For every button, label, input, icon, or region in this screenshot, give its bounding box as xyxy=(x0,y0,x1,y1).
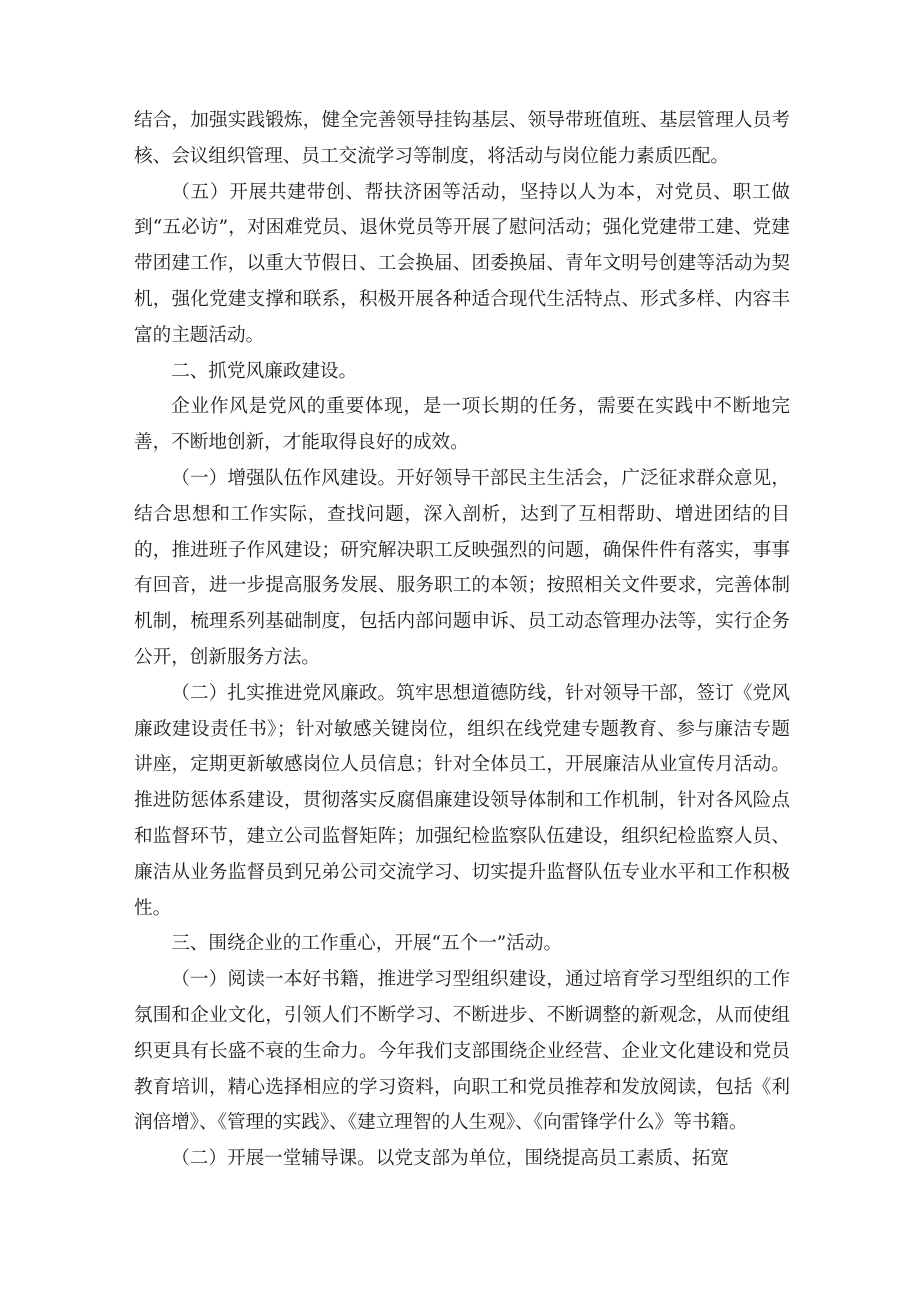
paragraph-item-1-reading: （一）阅读一本好书籍，推进学习型组织建设，通过培育学习型组织的工作氛围和企业文化，引领人们不断学习、不断进步、不断调整的新观念，从而使组织更具有长盛不衰的生命力。今年我们支部围绕企业经营、企业文化建设和党员教育培训，精心选择相应的学习资料，向职工和党员推荐和发放阅读，包括《利润倍增》、《管理的实践》、《建立理智的人生观》、《向雷锋学什么》等书籍。 xyxy=(134,969,790,1134)
paragraph-continuation: 结合，加强实践锻炼，健全完善领导挂钩基层、领导带班值班、基层管理人员考核、会议组织管理、员工交流学习等制度，将活动与岗位能力素质匹配。 xyxy=(134,110,790,167)
section-heading-2: 二、抓党风廉政建设。 xyxy=(171,360,358,382)
paragraph-item-5-co-building: （五）开展共建带创、帮扶济困等活动，坚持以人为本，对党员、职工做到“五必访”，对困难党员、退休党员等开展了慰问活动；强化党建带工建、党建带团建工作，以重大节假日、工会换届、团委换届、青年文明号创建等活动为契机，强化党建支撑和联系，积极开展各种适合现代生活特点、形式多样、内容丰富的主题活动。 xyxy=(134,181,790,346)
paragraph-intro-style: 企业作风是党风的重要体现，是一项长期的任务，需要在实践中不断地完善，不断地创新，才能取得良好的成效。 xyxy=(134,396,790,454)
paragraph-item-1-team-style: （一）增强队伍作风建设。开好领导干部民主生活会，广泛征求群众意见，结合思想和工作实际，查找问题，深入剖析，达到了互相帮助、增进团结的目的，推进班子作风建设；研究解决职工反映强烈的问题，确保件件有落实，事事有回音，进一步提高服务发展、服务职工的本领；按照相关文件要求，完善体制机制，梳理系列基础制度，包括内部问题申诉、员工动态管理办法等，实行企务公开，创新服务方法。 xyxy=(134,467,790,668)
paragraph-item-2-integrity: （二）扎实推进党风廉政。筑牢思想道德防线，针对领导干部，签订《党风廉政建设责任书》；针对敏感关键岗位，组织在线党建专题教育、参与廉洁专题讲座，定期更新敏感岗位人员信息；针对全体员工，开展廉洁从业宣传月活动。推进防惩体系建设，贯彻落实反腐倡廉建设领导体制和工作机制，针对各风险点和监督环节，建立公司监督矩阵；加强纪检监察队伍建设，组织纪检监察人员、廉洁从业务监督员到兄弟公司交流学习、切实提升监督队伍专业水平和工作积极性。 xyxy=(134,682,790,919)
document-body xyxy=(134,103,790,1177)
section-heading-3: 三、围绕企业的工作重心，开展“五个一”活动。 xyxy=(171,933,563,955)
paragraph-item-2-lecture: （二）开展一堂辅导课。以党支部为单位，围绕提高员工素质、拓宽 xyxy=(171,1148,730,1170)
